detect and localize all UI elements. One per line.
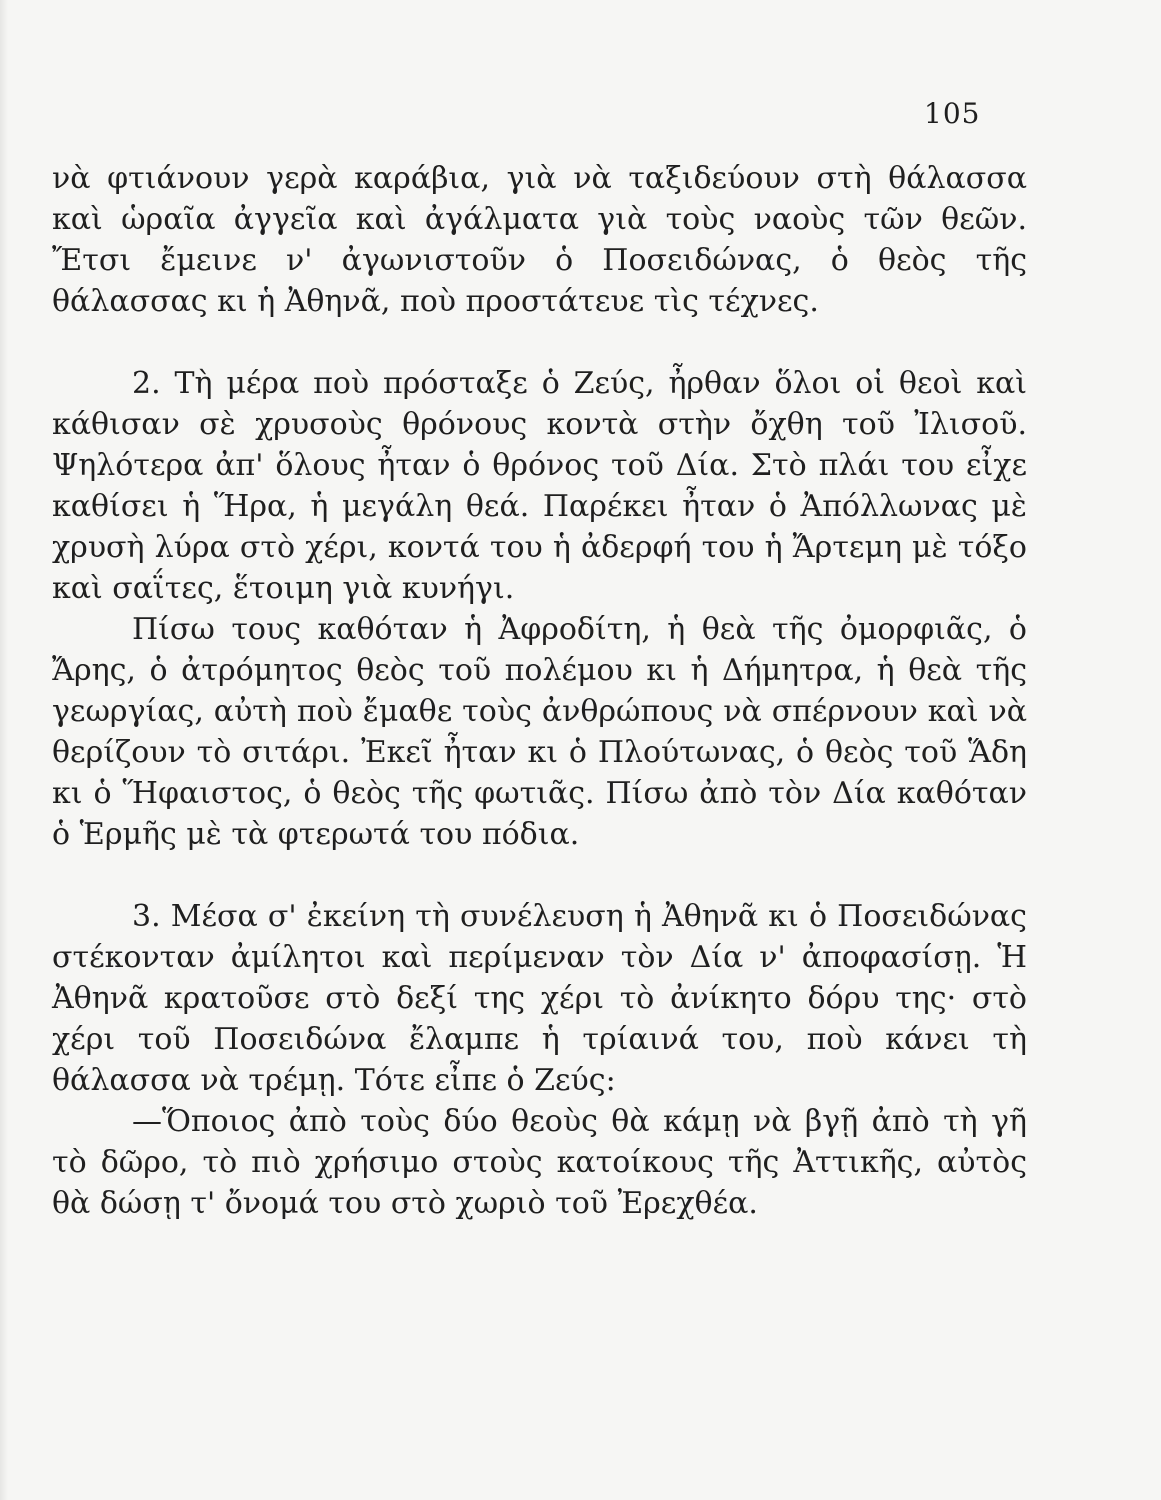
paragraph-section-2: 2. Τὴ μέρα ποὺ πρόσταξε ὁ Ζεύς, ἦρθαν ὅλοι οἱ θεοὶ καὶ κάθισαν σὲ χρυσοὺς θρόνους κοντὰ στὴν ὄχθη τοῦ Ἰλισοῦ. Ψηλότερα ἀπ' ὅλους ἦταν ὁ θρόνος τοῦ Δία. Στὸ πλάι του εἶχε καθίσει ἡ Ἥρα, ἡ μεγάλη θεά. Παρέκει ἦταν ὁ Ἀπόλλωνας μὲ χρυσὴ λύρα στὸ χέρι, κοντά του ἡ ἀδερφή του ἡ Ἄρτεμη μὲ τόξο καὶ σαΐτες, ἕτοιμη γιὰ κυνήγι. xyxy=(52,366,1027,606)
page-number: 105 xyxy=(924,97,981,130)
paragraph-gods: Πίσω τους καθόταν ἡ Ἀφροδίτη, ἡ θεὰ τῆς ὀμορφιᾶς, ὁ Ἄρης, ὁ ἀτρόμητος θεὸς τοῦ πολέμου κι ἡ Δήμητρα, ἡ θεὰ τῆς γεωργίας, αὐτὴ ποὺ ἔμαθε τοὺς ἀνθρώπους νὰ σπέρνουν καὶ νὰ θερίζουν τὸ σιτάρι. Ἐκεῖ ἦταν κι ὁ Πλούτωνας, ὁ θεὸς τοῦ Ἅδη κι ὁ Ἥφαιστος, ὁ θεὸς τῆς φωτιᾶς. Πίσω ἀπὸ τὸν Δία καθόταν ὁ Ἑρμῆς μὲ τὰ φτερωτά του πόδια. xyxy=(52,612,1027,852)
paragraph-zeus-speech: —Ὅποιος ἀπὸ τοὺς δύο θεοὺς θὰ κάμῃ νὰ βγῇ ἀπὸ τὴ γῆ τὸ δῶρο, τὸ πιὸ χρήσιμο στοὺς κατοίκους τῆς Ἀττικῆς, αὐτὸς θὰ δώσῃ τ' ὄνομά του στὸ χωριὸ τοῦ Ἐρεχθέα. xyxy=(52,1104,1027,1221)
paragraph-continuation: νὰ φτιάνουν γερὰ καράβια, γιὰ νὰ ταξιδεύουν στὴ θάλασσα καὶ ὡραῖα ἀγγεῖα καὶ ἀγάλματα γιὰ τοὺς ναοὺς τῶν θεῶν. Ἔτσι ἔμεινε ν' ἀγωνιστοῦν ὁ Ποσειδώνας, ὁ θεὸς τῆς θάλασσας κι ἡ Ἀθηνᾶ, ποὺ προστάτευε τὶς τέχνες. xyxy=(52,161,1027,319)
body-text xyxy=(52,158,1027,1224)
paragraph-section-3: 3. Μέσα σ' ἐκείνη τὴ συνέλευση ἡ Ἀθηνᾶ κι ὁ Ποσειδώνας στέκονταν ἀμίλητοι καὶ περίμεναν τὸν Δία ν' ἀποφασίσῃ. Ἡ Ἀθηνᾶ κρατοῦσε στὸ δεξί της χέρι τὸ ἀνίκητο δόρυ της· στὸ χέρι τοῦ Ποσειδώνα ἔλαμπε ἡ τρίαινά του, ποὺ κάνει τὴ θάλασσα νὰ τρέμῃ. Τότε εἶπε ὁ Ζεύς: xyxy=(52,899,1027,1098)
page-edge-shadow xyxy=(0,0,8,1500)
